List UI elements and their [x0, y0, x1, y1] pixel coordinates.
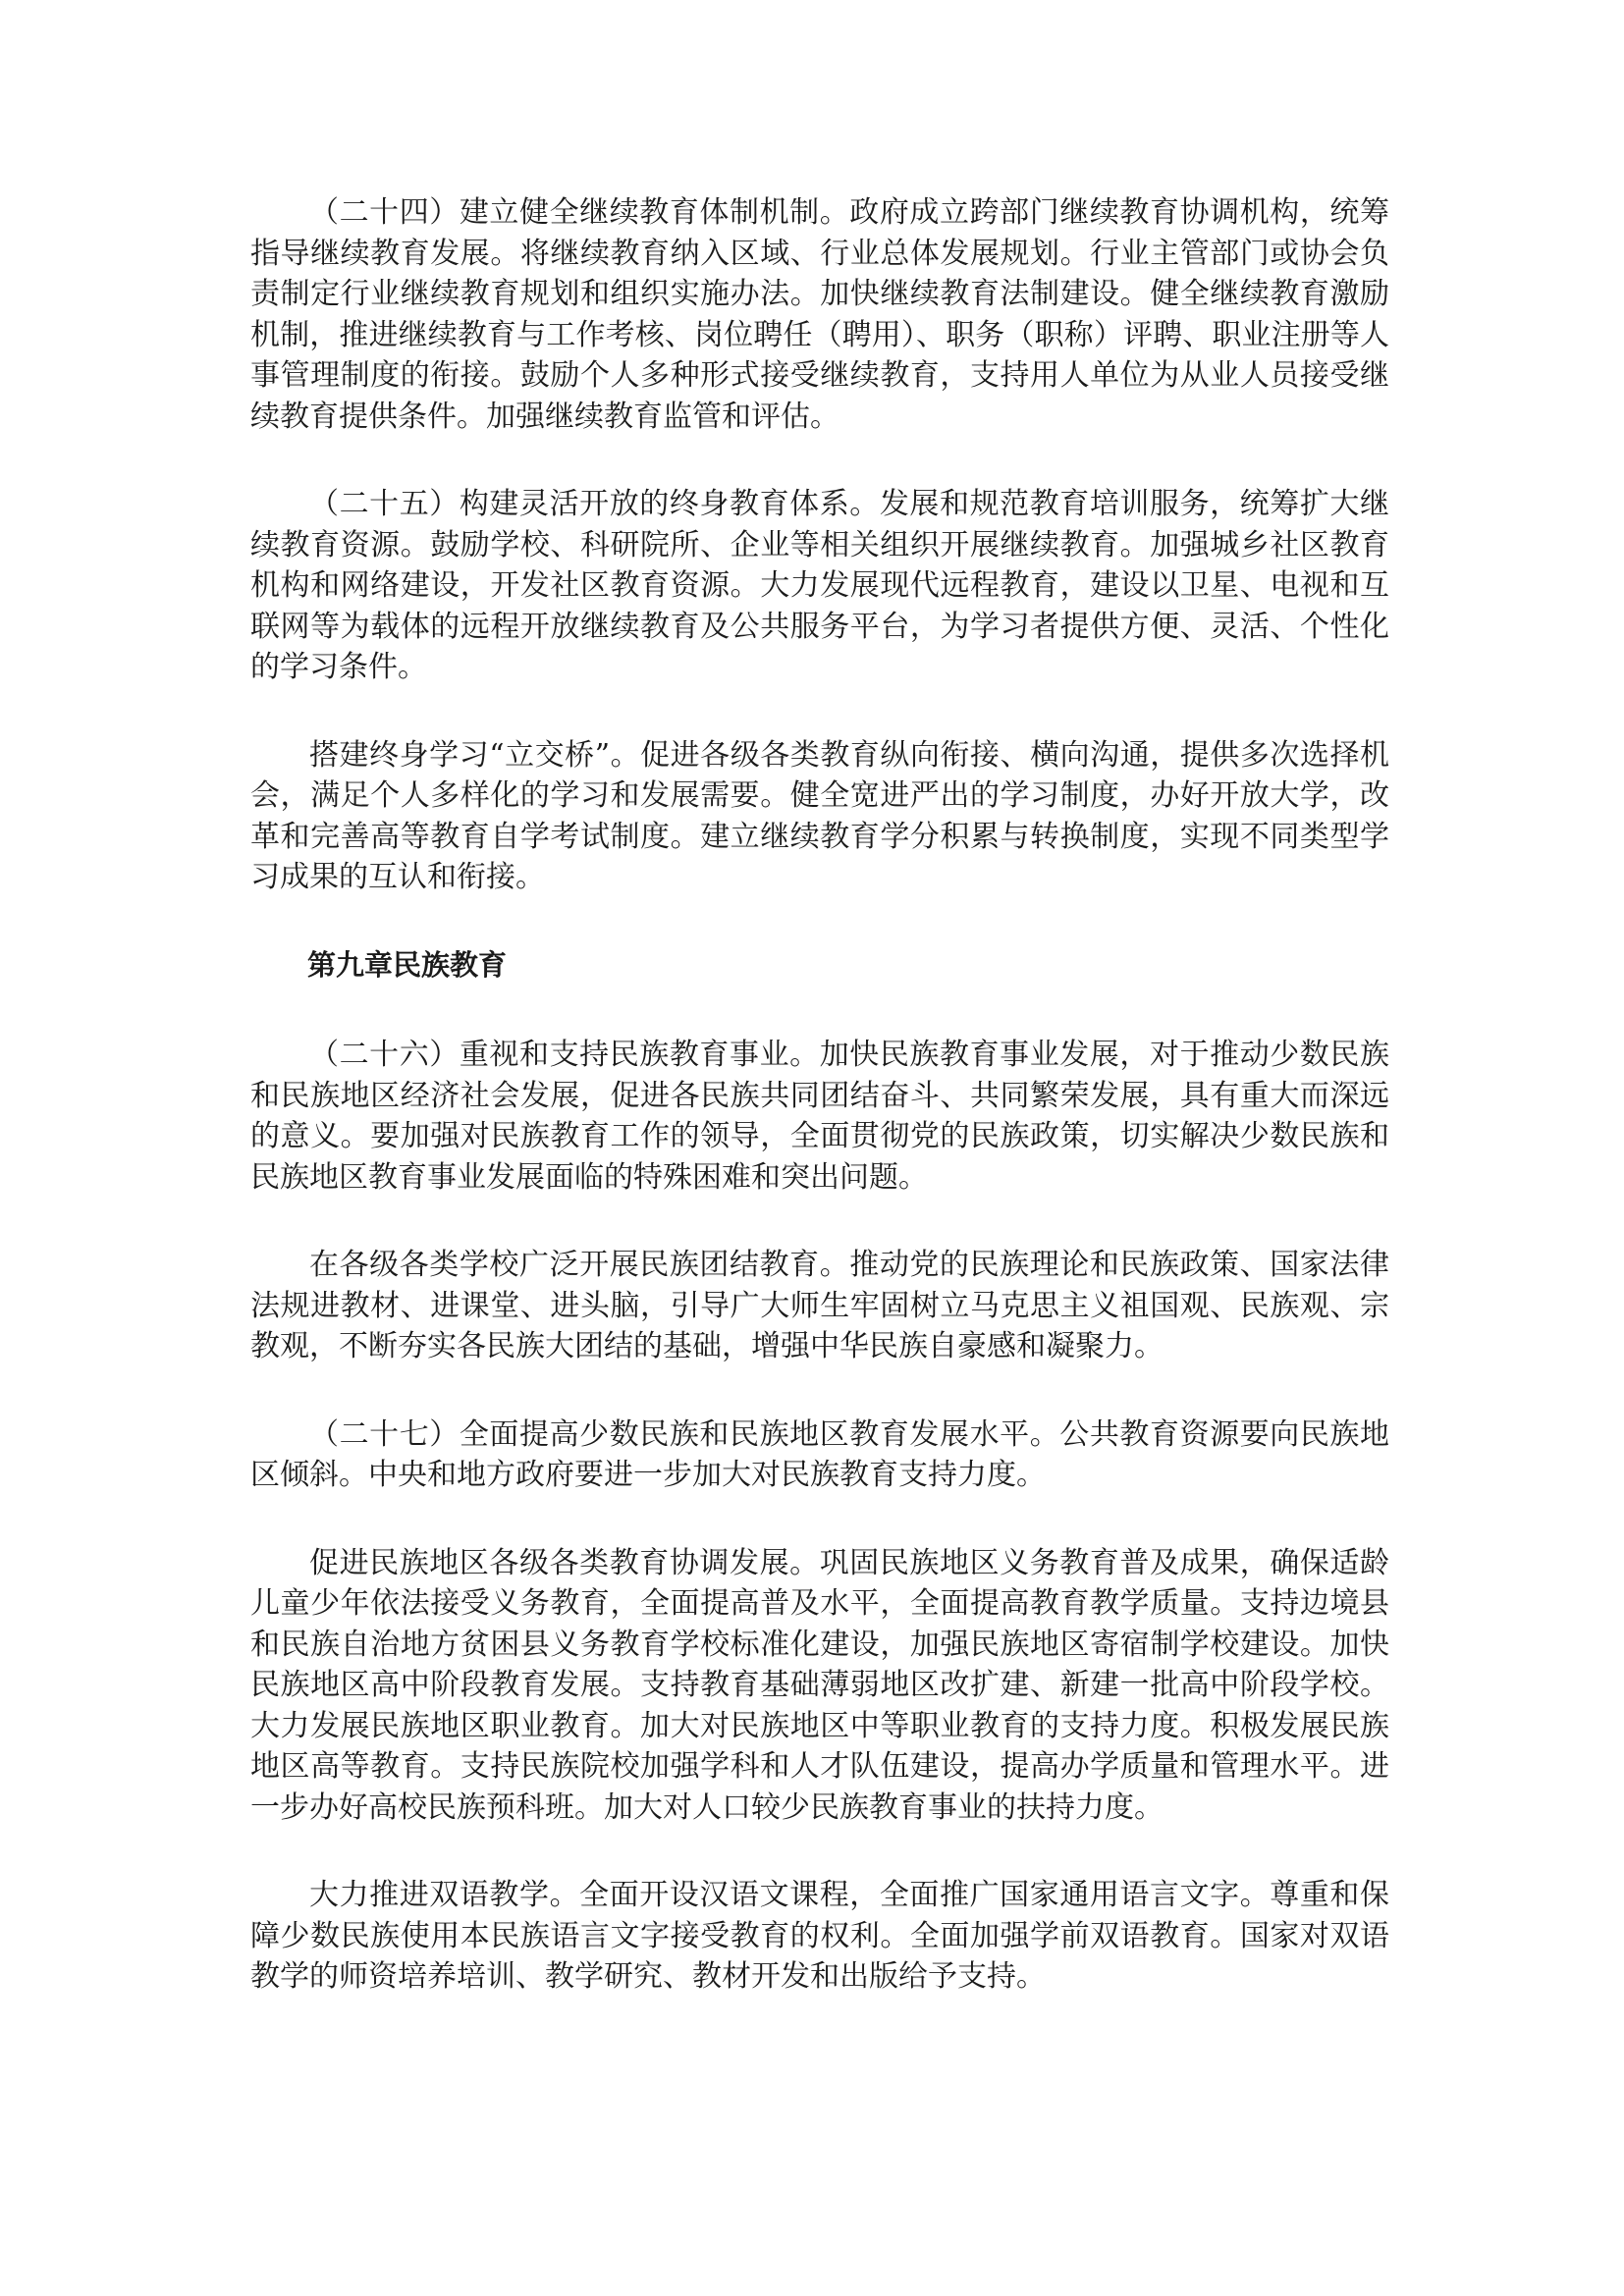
paragraph-ethnic-unity-education: 在各级各类学校广泛开展民族团结教育。推动党的民族理论和民族政策、国家法律法规进教材、进课堂、进头脑，引导广大师生牢固树立马克思主义祖国观、民族观、宗教观，不断夯实各民族大团结的基础，增强中华民族自豪感和凝聚力。: [250, 1248, 1389, 1363]
paragraph-27: （二十七）全面提高少数民族和民族地区教育发展水平。公共教育资源要向民族地区倾斜。中央和地方政府要进一步加大对民族教育支持力度。: [250, 1416, 1389, 1492]
paragraph-26: （二十六）重视和支持民族教育事业。加快民族教育事业发展，对于推动少数民族和民族地区经济社会发展，促进各民族共同团结奋斗、共同繁荣发展，具有重大而深远的意义。要加强对民族教育工作的领导，全面贯彻党的民族政策，切实解决少数民族和民族地区教育事业发展面临的特殊困难和突出问题。: [250, 1038, 1389, 1195]
document-body: [250, 192, 1389, 2045]
paragraph-lifelong-learning-bridge: 搭建终身学习“立交桥”。促进各级各类教育纵向衔接、横向沟通，提供多次选择机会，满足个人多样化的学习和发展需要。健全宽进严出的学习制度，办好开放大学，改革和完善高等教育自学考试制度。建立继续教育学分积累与转换制度，实现不同类型学习成果的互认和衔接。: [250, 737, 1389, 894]
paragraph-coordinated-development: 促进民族地区各级各类教育协调发展。巩固民族地区义务教育普及成果，确保适龄儿童少年依法接受义务教育，全面提高普及水平，全面提高教育教学质量。支持边境县和民族自治地方贫困县义务教育学校标准化建设，加强民族地区寄宿制学校建设。加快民族地区高中阶段教育发展。支持教育基础薄弱地区改扩建、新建一批高中阶段学校。大力发展民族地区职业教育。加大对民族地区中等职业教育的支持力度。积极发展民族地区高等教育。支持民族院校加强学科和人才队伍建设，提高办学质量和管理水平。进一步办好高校民族预科班。加大对人口较少民族教育事业的扶持力度。: [250, 1545, 1389, 1825]
paragraph-24: （二十四）建立健全继续教育体制机制。政府成立跨部门继续教育协调机构，统筹指导继续教育发展。将继续教育纳入区域、行业总体发展规划。行业主管部门或协会负责制定行业继续教育规划和组织实施办法。加快继续教育法制建设。健全继续教育激励机制，推进继续教育与工作考核、岗位聘任（聘用）、职务（职称）评聘、职业注册等人事管理制度的衔接。鼓励个人多种形式接受继续教育，支持用人单位为从业人员接受继续教育提供条件。加强继续教育监管和评估。: [250, 195, 1389, 434]
paragraph-bilingual-teaching: 大力推进双语教学。全面开设汉语文课程，全面推广国家通用语言文字。尊重和保障少数民族使用本民族语言文字接受教育的权利。全面加强学前双语教育。国家对双语教学的师资培养培训、教学研究、教材开发和出版给予支持。: [250, 1878, 1389, 1994]
paragraph-25: （二十五）构建灵活开放的终身教育体系。发展和规范教育培训服务，统筹扩大继续教育资源。鼓励学校、科研院所、企业等相关组织开展继续教育。加强城乡社区教育机构和网络建设，开发社区教育资源。大力发展现代远程教育，建设以卫星、电视和互联网等为载体的远程开放继续教育及公共服务平台，为学习者提供方便、灵活、个性化的学习条件。: [250, 487, 1389, 684]
chapter-heading: 第九章民族教育: [307, 947, 508, 982]
